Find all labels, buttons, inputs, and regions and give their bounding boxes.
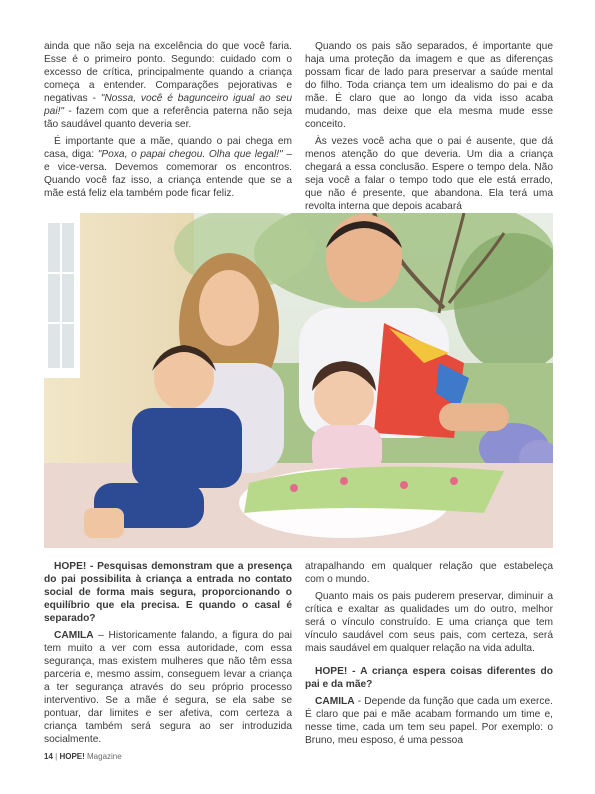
quote: "Poxa, o papai chegou. Olha que legal!" (97, 149, 283, 160)
interview-answer (44, 629, 292, 746)
text: - fazem com que a referência paterna não seja tão saudável quanto deveria ser. (44, 106, 292, 130)
quote: "Nossa, você é bagunceiro igual ao seu pai!" (44, 93, 292, 117)
article-column-1-bottom (44, 560, 292, 750)
text: É importante que a mãe, quando o pai chega em casa, diga: (44, 136, 292, 160)
magazine-brand: HOPE! (59, 752, 85, 761)
question-text: HOPE! - A criança espera coisas diferentes do pai e da mãe? (305, 666, 553, 690)
text: ainda que não seja na excelência do que você faria. Esse é o primeiro ponto. Segundo: cuidado com o excesso de crítica, principalmente quando a criança começa a entender. Comparações pejorativas e negativas - (44, 41, 292, 104)
article-column-1-top (44, 40, 292, 204)
page-number: 14 (44, 752, 53, 761)
text: – e vice-versa. Devemos comemorar os encontros. Quando você faz isso, a criança entende que se a mãe está feliz ela também pode ficar feliz. (44, 149, 292, 199)
paragraph: Quanto mais os pais puderem preservar, diminuir a crítica e exaltar as qualidades um do outro, melhor será o vínculo construído. E uma criança que tem vínculo saudável com seus pais, com certeza, será mais saudável em qualquer relação na vida adulta. (305, 591, 553, 654)
interview-question (305, 665, 553, 691)
family-photo (44, 213, 553, 548)
interview-question (44, 560, 292, 625)
paragraph (44, 135, 292, 200)
paragraph: atrapalhando em qualquer relação que estabeleça com o mundo. (305, 561, 553, 585)
answer-text: - Depende da função que cada um exerce. É claro que pai e mãe acabam formando um time e, nesse time, cada um tem seu papel. Por exemplo: o Bruno, meu esposo, é uma pessoa (305, 696, 553, 746)
article-column-2-top (305, 40, 553, 217)
speaker-name: CAMILA (54, 630, 94, 641)
answer-text: – Historicamente falando, a figura do pai tem muito a ver com essa autoridade, com essa segurança, mas existem mulheres que não têm essa parceria e, mesmo assim, conseguem levar a criança a ter segurança através do seu próprio processo interventivo. Se a mãe é segura, se ela sabe se pontuar, dar limites e ser afetiva, com certeza a criança também será segura ao ser introduzida socialmente. (44, 630, 292, 745)
family-photo-illustration (44, 213, 553, 548)
paragraph: Quando os pais são separados, é importante que haja uma proteção da imagem e que as diferenças possam ficar de lado para preservar a saúde mental do filho. Toda criança tem um idealismo do pai e da mãe. É claro que ao longo da vida isso acaba mudando, mas deixe que ela mesma mude esse conceito. (305, 41, 553, 130)
page-footer (44, 752, 122, 761)
speaker-name: CAMILA (315, 696, 355, 707)
paragraph: Às vezes você acha que o pai é ausente, que dá menos atenção do que deveria. Um dia a criança chegará a essa conclusão. Espere o tempo dela. Não seja você a falar o tempo todo que ele está errado, que não é presente, que abandona. Ela terá uma revolta interna que depois acabará (305, 136, 553, 212)
question-text: HOPE! - Pesquisas demonstram que a presença do pai possibilita à criança a entrada no contato social de forma mais segura, proporcionando o equilíbrio que ela precisa. E quando o casal é separado? (44, 561, 292, 624)
interview-answer (305, 695, 553, 747)
paragraph (44, 40, 292, 131)
magazine-label: Magazine (84, 752, 122, 761)
article-column-2-bottom (305, 560, 553, 751)
footer-separator: | (52, 752, 60, 761)
